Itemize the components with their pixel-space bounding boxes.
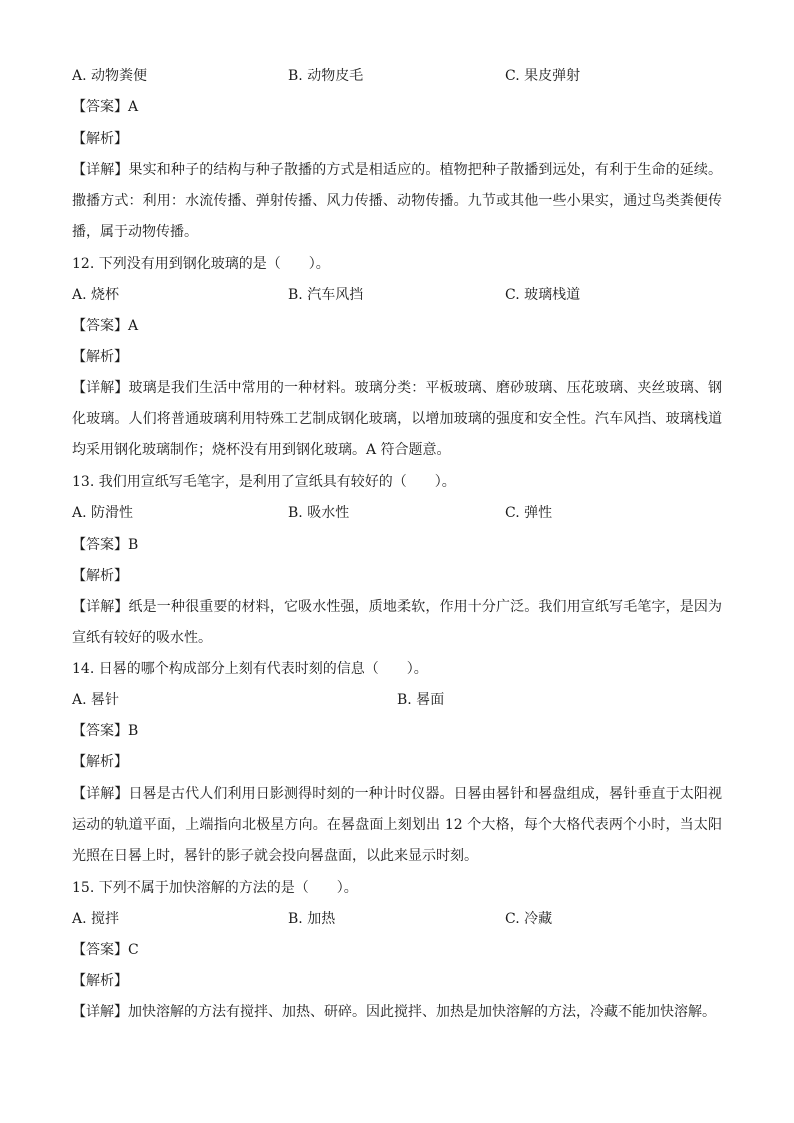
question-15: 15. 下列不属于加快溶解的方法的是（ ）。	[72, 880, 358, 896]
answer-label: 【答案】B	[72, 723, 139, 739]
option-c: C. 果皮弹射	[505, 68, 581, 84]
option-b: B. 加热	[288, 911, 336, 927]
analysis-label: 【解析】	[72, 568, 128, 584]
option-b: B. 汽车风挡	[288, 287, 364, 303]
question-14: 14. 日晷的哪个构成部分上刻有代表时刻的信息（ ）。	[72, 661, 428, 677]
answer-label: 【答案】C	[72, 942, 139, 958]
option-c: C. 弹性	[505, 505, 553, 521]
question-12: 12. 下列没有用到钢化玻璃的是（ ）。	[72, 256, 330, 272]
analysis-label: 【解析】	[72, 349, 128, 365]
analysis-label: 【解析】	[72, 754, 128, 770]
analysis-label: 【解析】	[72, 973, 128, 989]
detail-paragraph: 【详解】纸是一种很重要的材料，它吸水性强，质地柔软，作用十分广泛。我们用宣纸写毛笔字，是因为宣纸有较好的吸水性。	[72, 599, 722, 646]
option-a: A. 防滑性	[72, 505, 134, 521]
option-a: A. 动物粪便	[72, 68, 148, 84]
option-a: A. 搅拌	[72, 911, 120, 927]
option-b: B. 动物皮毛	[288, 68, 364, 84]
detail-paragraph: 【详解】日晷是古代人们利用日影测得时刻的一种计时仪器。日晷由晷针和晷盘组成，晷针垂直于太阳视运动的轨道平面，上端指向北极星方向。在晷盘面上刻划出 12 个大格，每个大格代表两个小时，当太阳光照在日晷上时，晷针的影子就会投向晷盘面，以此来显示时刻。	[72, 786, 722, 864]
detail-paragraph: 【详解】玻璃是我们生活中常用的一种材料。玻璃分类：平板玻璃、磨砂玻璃、压花玻璃、夹丝玻璃、钢化玻璃。人们将普通玻璃利用特殊工艺制成钢化玻璃，以增加玻璃的强度和安全性。汽车风挡、玻璃栈道均采用钢化玻璃制作；烧杯没有用到钢化玻璃。A 符合题意。	[72, 380, 722, 458]
option-b: B. 晷面	[397, 692, 445, 708]
answer-label: 【答案】B	[72, 537, 139, 553]
detail-paragraph: 【详解】果实和种子的结构与种子散播的方式是相适应的。植物把种子散播到远处，有利于生命的延续。撒播方式：利用：水流传播、弹射传播、风力传播、动物传播。九节或其他一些小果实，通过鸟类粪便传播，属于动物传播。	[72, 162, 722, 240]
answer-label: 【答案】A	[72, 318, 139, 334]
option-b: B. 吸水性	[288, 505, 350, 521]
question-13: 13. 我们用宣纸写毛笔字，是利用了宣纸具有较好的（ ）。	[72, 474, 456, 490]
option-a: A. 烧杯	[72, 287, 120, 303]
analysis-label: 【解析】	[72, 131, 128, 147]
option-a: A. 晷针	[72, 692, 120, 708]
answer-label: 【答案】A	[72, 99, 139, 115]
option-c: C. 玻璃栈道	[505, 287, 581, 303]
detail-paragraph: 【详解】加快溶解的方法有搅拌、加热、研碎。因此搅拌、加热是加快溶解的方法，冷藏不能加快溶解。	[72, 1004, 716, 1020]
option-c: C. 冷藏	[505, 911, 553, 927]
